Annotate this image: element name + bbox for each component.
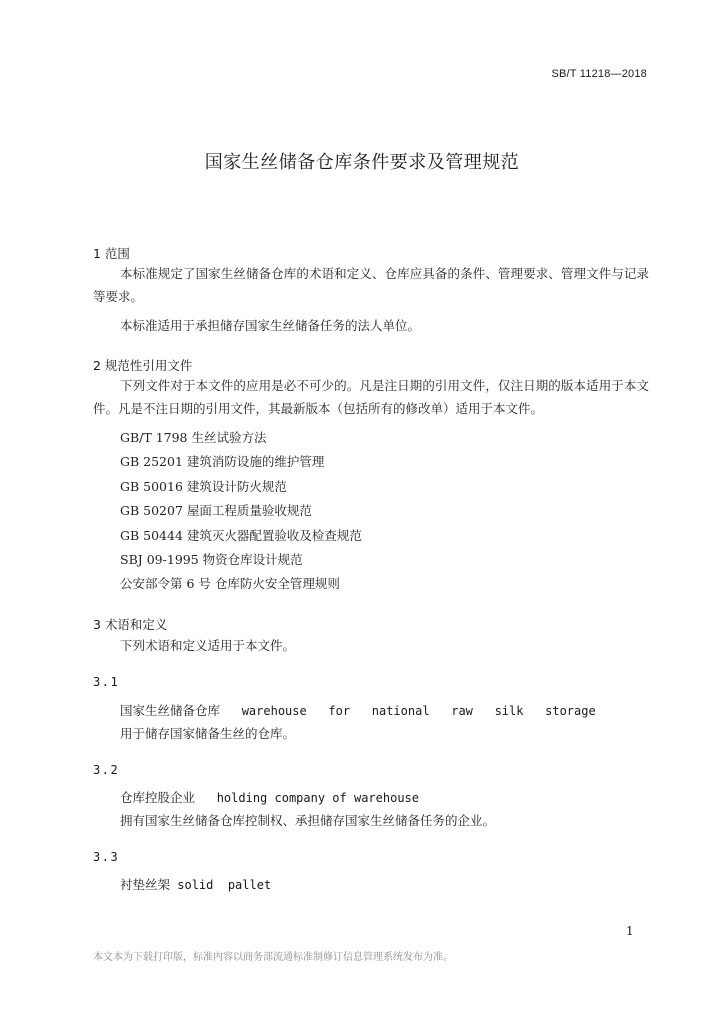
document-title: 国家生丝储备仓库条件要求及管理规范 [204,152,520,173]
reference-item: GB 50207 屋面工程质量验收规范 [120,503,312,518]
term-chinese-name: 仓库控股企业 [120,790,196,805]
term-definition: 用于储存国家储备生丝的仓库。 [120,726,296,741]
term-english-name: solid pallet [177,878,272,892]
standard-code: SB/T 11218—2018 [551,68,647,80]
section-2-heading: 2 规范性引用文件 [93,358,193,373]
download-notice: 本文本为下载打印版，标准内容以商务部流通标准制修订信息管理系统发布为准。 [93,952,453,963]
section-2-paragraph: 下列文件对于本文件的应用是必不可少的。凡是注日期的引用文件，仅注日期的版本适用于本文件。凡是不注日期的引用文件，其最新版本（包括所有的修改单）适用于本文件。 [93,378,649,416]
term-number: 3.1 [93,675,120,689]
term-heading [120,874,271,893]
section-1-paragraph-2: 本标准适用于承担储存国家生丝储备任务的法人单位。 [120,318,421,333]
reference-item: SBJ 09-1995 物资仓库设计规范 [120,552,303,567]
term-heading [120,700,596,719]
reference-item: GB 50016 建筑设计防火规范 [120,479,287,494]
page-number: 1 [626,924,634,938]
term-number: 3.2 [93,763,120,777]
section-3-paragraph: 下列术语和定义适用于本文件。 [120,638,296,653]
reference-item: GB 50444 建筑灭火器配置验收及检查规范 [120,528,362,543]
term-heading [120,787,419,806]
reference-item: 公安部令第 6 号 仓库防火安全管理规则 [120,576,340,591]
term-english-name: warehouse for national raw silk storage [241,704,596,718]
term-chinese-name: 衬垫丝架 [120,877,171,892]
section-1-paragraph-1: 本标准规定了国家生丝储备仓库的术语和定义、仓库应具备的条件、管理要求、管理文件与记录等要求。 [93,266,649,304]
term-number: 3.3 [93,850,120,864]
section-3-heading: 3 术语和定义 [93,617,168,632]
term-chinese-name: 国家生丝储备仓库 [120,703,221,718]
term-english-name: holding company of warehouse [216,791,419,805]
term-definition: 拥有国家生丝储备仓库控制权、承担储存国家生丝储备任务的企业。 [120,813,496,828]
reference-item: GB 25201 建筑消防设施的维护管理 [120,454,325,469]
reference-item: GB/T 1798 生丝试验方法 [120,430,267,445]
section-1-heading: 1 范围 [93,246,130,261]
